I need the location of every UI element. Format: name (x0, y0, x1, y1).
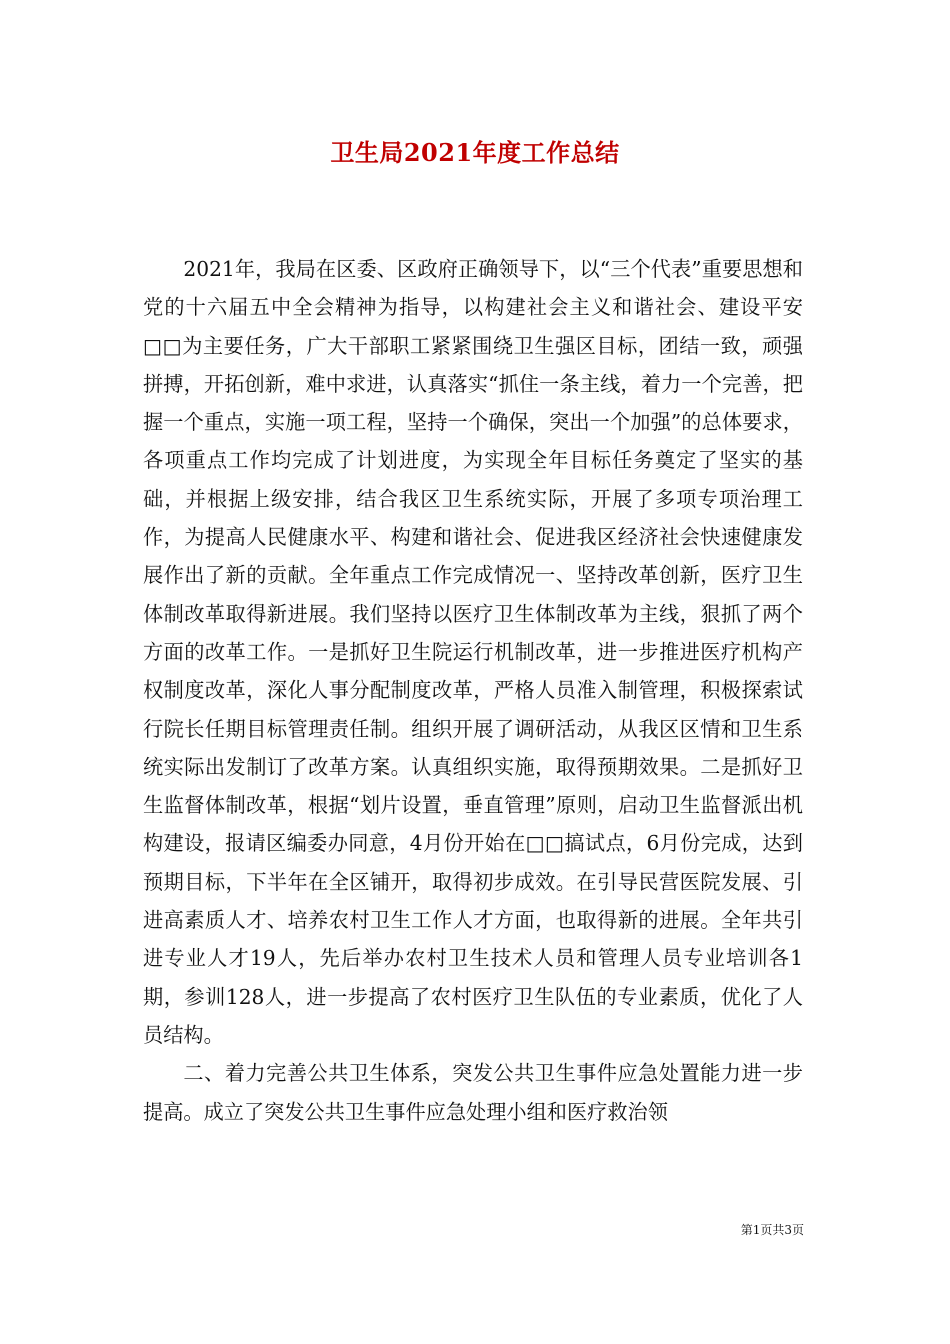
paragraph-2: 二、着力完善公共卫生体系，突发公共卫生事件应急处置能力进一步提高。成立了突发公共卫生事件应急处理小组和医疗救治领 (143, 1061, 803, 1124)
page-title: 卫生局2021年度工作总结 (330, 138, 620, 167)
document-body (143, 250, 803, 1131)
page-number: 第1页共3页 (740, 1223, 804, 1237)
paragraph-1: 2021年，我局在区委、区政府正确领导下，以“三个代表”重要思想和党的十六届五中全会精神为指导，以构建社会主义和谐社会、建设平安□□为主要任务，广大干部职工紧紧围绕卫生强区目标，团结一致，顽强拼搏，开拓创新，难中求进，认真落实“抓住一条主线，着力一个完善，把握一个重点，实施一项工程，坚持一个确保，突出一个加强”的总体要求，各项重点工作均完成了计划进度，为实现全年目标任务奠定了坚实的基础，并根据上级安排，结合我区卫生系统实际，开展了多项专项治理工作，为提高人民健康水平、构建和谐社会、促进我区经济社会快速健康发展作出了新的贡献。全年重点工作完成情况一、坚持改革创新，医疗卫生体制改革取得新进展。我们坚持以医疗卫生体制改革为主线，狠抓了两个方面的改革工作。一是抓好卫生院运行机制改革，进一步推进医疗机构产权制度改革，深化人事分配制度改革，严格人员准入制管理，积极探索试行院长任期目标管理责任制。组织开展了调研活动，从我区区情和卫生系统实际出发制订了改革方案。认真组织实施，取得预期效果。二是抓好卫生监督体制改革，根据“划片设置，垂直管理”原则，启动卫生监督派出机构建设，报请区编委办同意，4月份开始在□□搞试点，6月份完成，达到预期目标，下半年在全区铺开，取得初步成效。在引导民营医院发展、引进高素质人才、培养农村卫生工作人才方面，也取得新的进展。全年共引进专业人才19人，先后举办农村卫生技术人员和管理人员专业培训各1期，参训128人，进一步提高了农村医疗卫生队伍的专业素质，优化了人员结构。 (143, 257, 803, 1047)
